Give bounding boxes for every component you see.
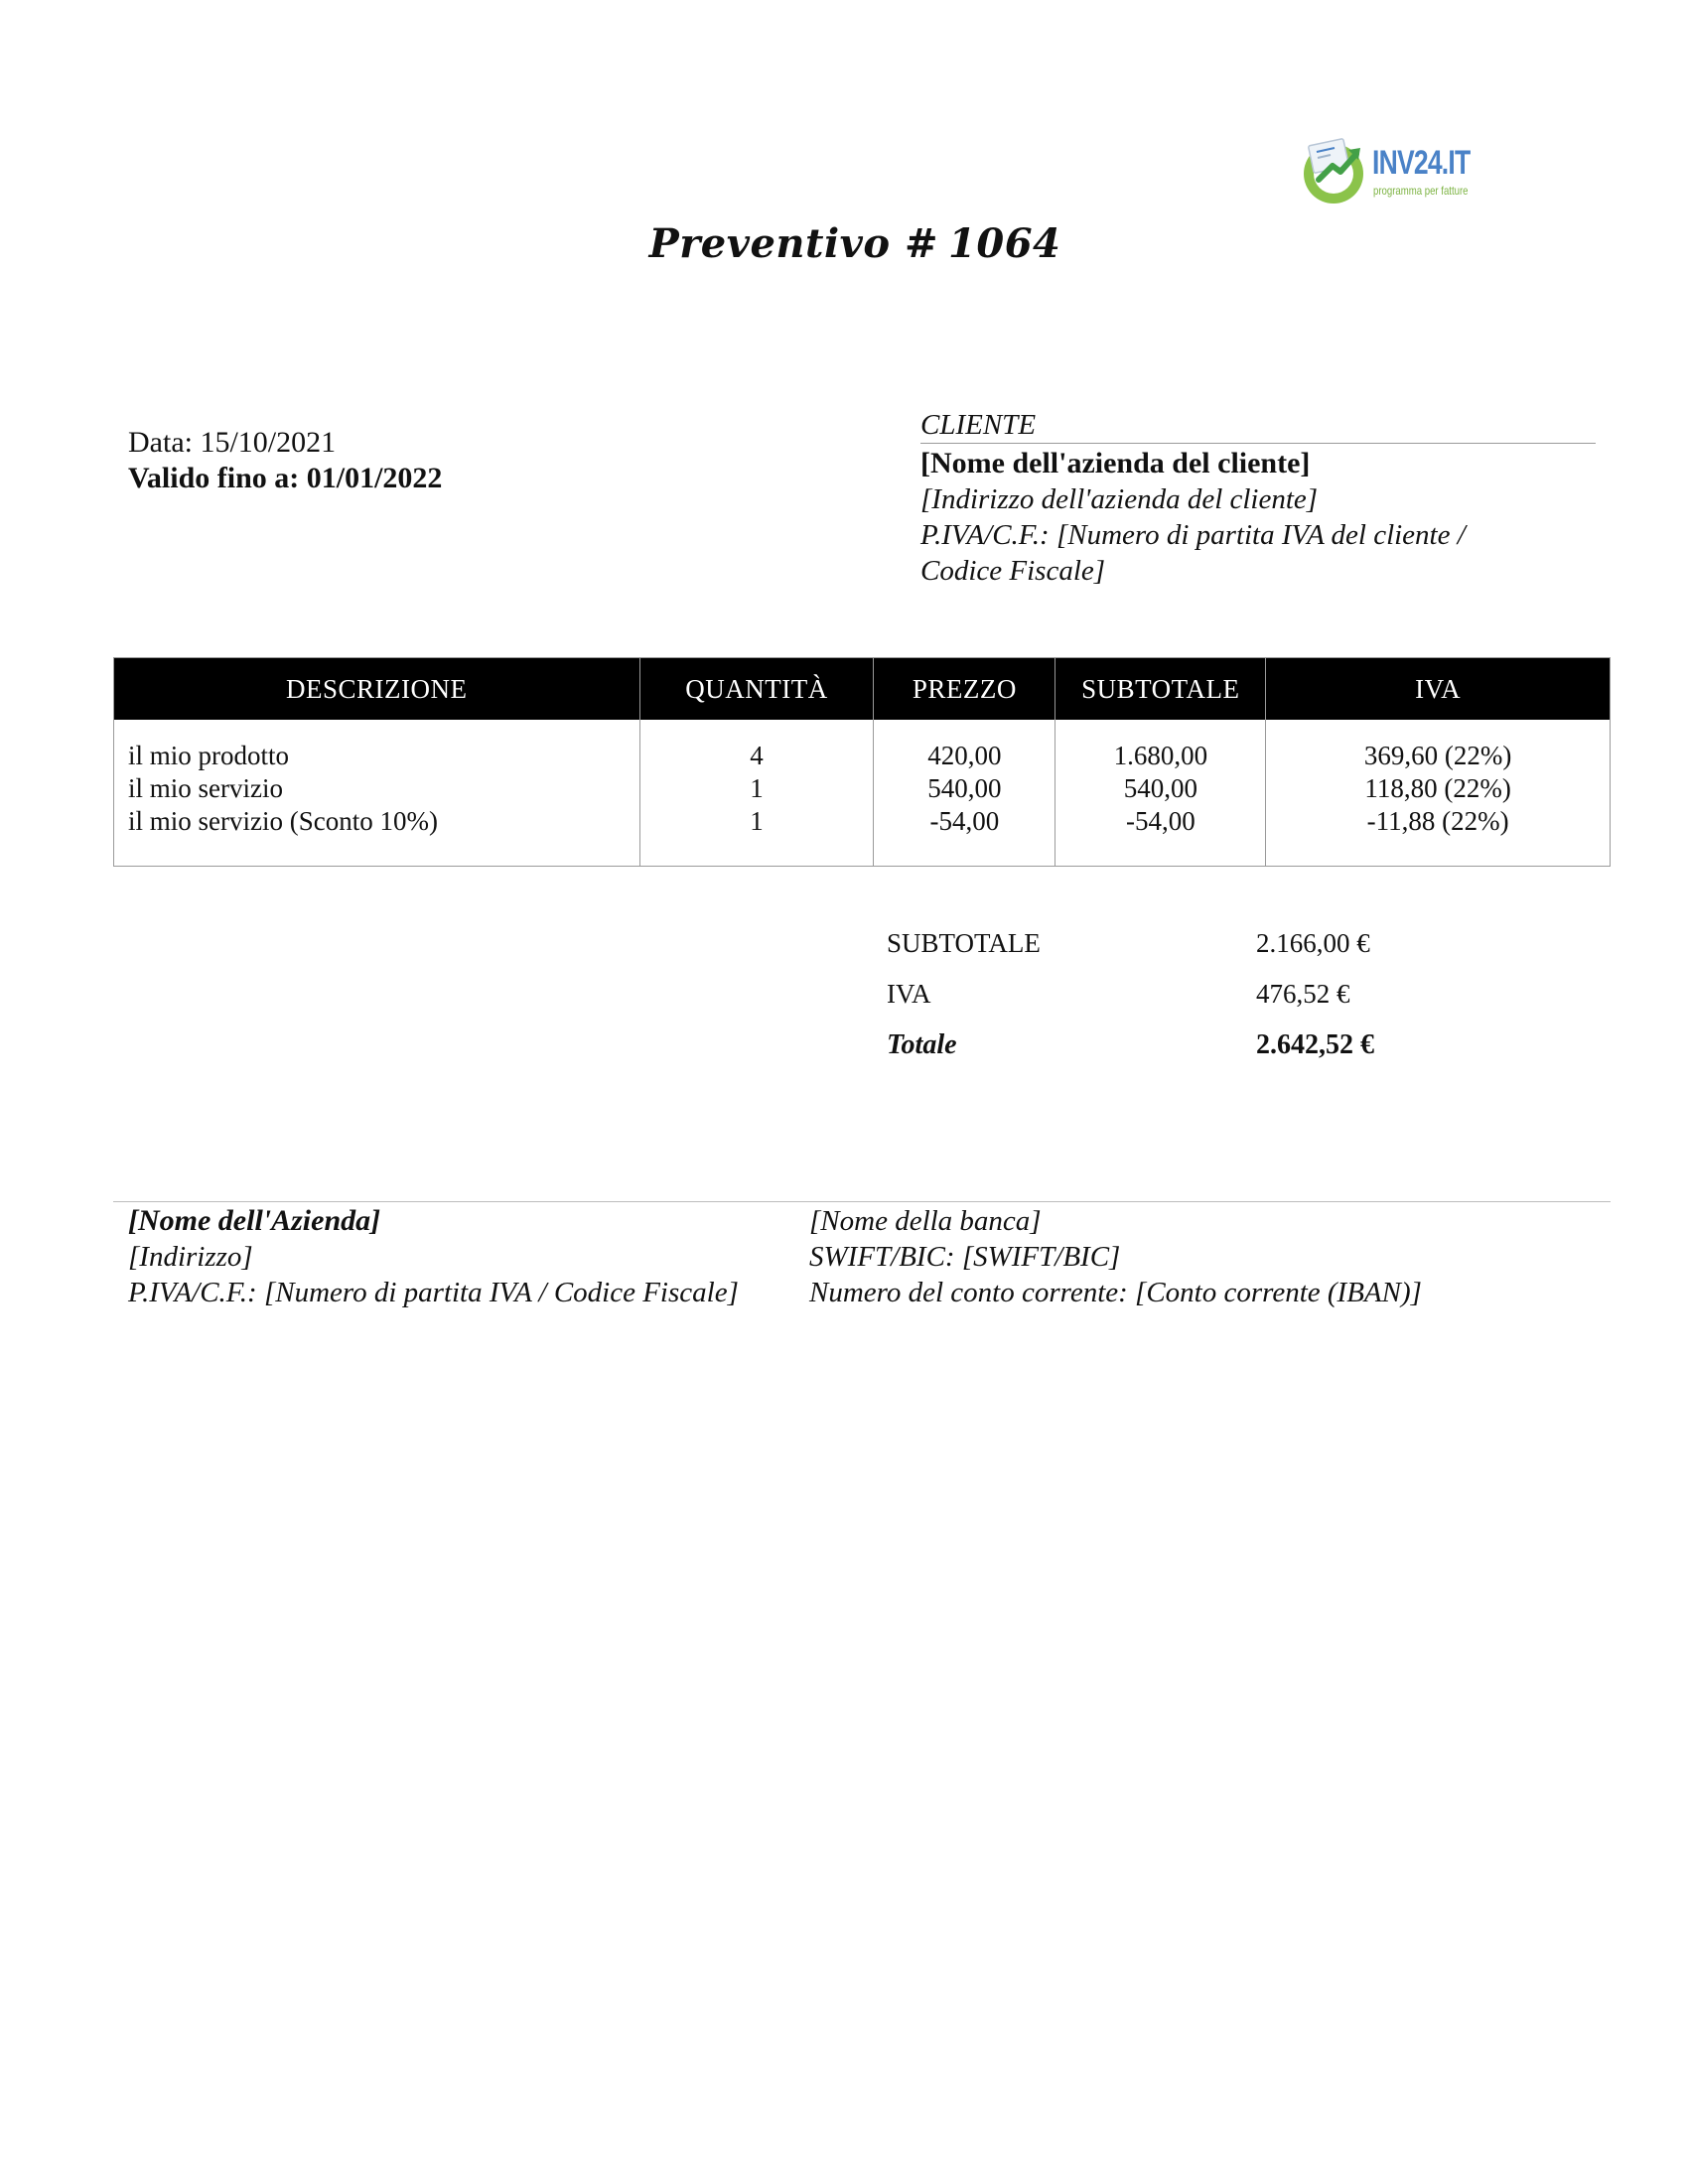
document-title — [0, 220, 1688, 267]
client-label: CLIENTE — [920, 407, 1596, 444]
issue-date: Data: 15/10/2021 — [128, 426, 337, 459]
bank-swift: SWIFT/BIC: [SWIFT/BIC] — [809, 1241, 1121, 1273]
total-value: 2.642,52 € — [1256, 1028, 1374, 1060]
vat-value: 476,52 € — [1256, 979, 1350, 1009]
cell-description: il mio servizio (Sconto 10%) — [114, 805, 640, 867]
logo-tagline: programma per fatture — [1373, 184, 1469, 198]
client-vat-line-2: Codice Fiscale] — [920, 555, 1106, 587]
totals-block — [887, 918, 1374, 1070]
table-header-row — [114, 658, 1611, 721]
company-info — [128, 1203, 739, 1310]
subtotal-row — [887, 918, 1374, 969]
cell-subtotal: -54,00 — [1055, 805, 1266, 867]
items-table — [113, 657, 1611, 867]
cell-quantity: 1 — [639, 772, 874, 805]
brand-logo — [1301, 134, 1489, 213]
title-label: Preventivo # — [648, 220, 939, 267]
cell-price: 540,00 — [874, 772, 1055, 805]
subtotal-value: 2.166,00 € — [1256, 928, 1370, 958]
cell-subtotal: 540,00 — [1055, 772, 1266, 805]
total-label: Totale — [887, 1028, 957, 1060]
bank-iban: Numero del conto corrente: [Conto corrente (IBAN)] — [809, 1277, 1422, 1308]
cell-price: 420,00 — [874, 720, 1055, 772]
client-vat-line-1: P.IVA/C.F.: [Numero di partita IVA del cliente / — [920, 519, 1466, 551]
cell-description: il mio servizio — [114, 772, 640, 805]
header-subtotal: SUBTOTALE — [1055, 658, 1266, 721]
header-description: DESCRIZIONE — [114, 658, 640, 721]
dates-block — [128, 425, 442, 496]
company-vat: P.IVA/C.F.: [Numero di partita IVA / Codice Fiscale] — [128, 1277, 739, 1308]
company-name: [Nome dell'Azienda] — [128, 1204, 381, 1237]
cell-price: -54,00 — [874, 805, 1055, 867]
cell-quantity: 1 — [639, 805, 874, 867]
header-vat: IVA — [1266, 658, 1611, 721]
vat-label: IVA — [887, 979, 931, 1009]
header-quantity: QUANTITÀ — [639, 658, 874, 721]
vat-row — [887, 969, 1374, 1020]
subtotal-label: SUBTOTALE — [887, 928, 1041, 958]
header-price: PREZZO — [874, 658, 1055, 721]
logo-emblem-icon — [1301, 136, 1370, 207]
company-address: [Indirizzo] — [128, 1241, 253, 1273]
bank-info — [809, 1203, 1422, 1310]
cell-subtotal: 1.680,00 — [1055, 720, 1266, 772]
total-row — [887, 1020, 1374, 1070]
cell-vat: 118,80 (22%) — [1266, 772, 1611, 805]
cell-vat: -11,88 (22%) — [1266, 805, 1611, 867]
table-row — [114, 805, 1611, 867]
valid-until-date: Valido fino a: 01/01/2022 — [128, 462, 443, 494]
cell-vat: 369,60 (22%) — [1266, 720, 1611, 772]
footer-divider — [113, 1201, 1611, 1202]
table-row — [114, 720, 1611, 772]
cell-quantity: 4 — [639, 720, 874, 772]
client-name: [Nome dell'azienda del cliente] — [920, 447, 1311, 479]
client-address: [Indirizzo dell'azienda del cliente] — [920, 483, 1319, 515]
table-row — [114, 772, 1611, 805]
bank-name: [Nome della banca] — [809, 1205, 1042, 1237]
client-block — [920, 407, 1596, 589]
quote-number: 1064 — [948, 220, 1061, 267]
cell-description: il mio prodotto — [114, 720, 640, 772]
logo-brand-text: INV24.IT — [1372, 144, 1471, 182]
